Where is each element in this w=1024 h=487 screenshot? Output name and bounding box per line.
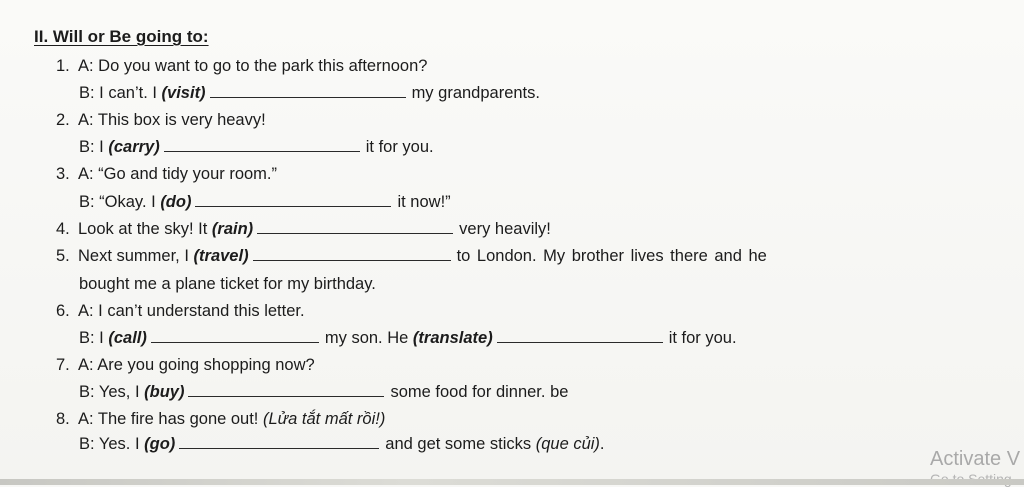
verb-hint: (travel) bbox=[193, 247, 249, 265]
item-5-continuation: bought me a plane ticket for my birthday. bbox=[79, 275, 376, 293]
item-number: 6. bbox=[56, 302, 70, 320]
verb-hint: (carry) bbox=[108, 138, 160, 156]
answer-blank[interactable] bbox=[257, 219, 453, 234]
answer-suffix: it for you. bbox=[668, 329, 737, 347]
item-number: 7. bbox=[56, 356, 70, 374]
item-text-after: to London. My brother lives there and he bbox=[456, 247, 767, 265]
answer-prefix: B: I can’t. I bbox=[79, 84, 157, 102]
item-text: A: I can’t understand this letter. bbox=[78, 302, 305, 320]
item-text: A: The fire has gone out! bbox=[78, 410, 259, 428]
item-4 bbox=[56, 219, 551, 239]
item-2-question bbox=[56, 110, 266, 130]
item-number: 5. bbox=[56, 247, 70, 265]
item-7-answer bbox=[79, 382, 568, 402]
item-text: Look at the sky! It bbox=[78, 220, 208, 238]
verb-hint: (buy) bbox=[144, 383, 185, 401]
answer-blank[interactable] bbox=[210, 83, 406, 98]
answer-suffix: some food for dinner. be bbox=[390, 383, 569, 401]
item-text: Next summer, I bbox=[78, 247, 189, 265]
item-1-answer bbox=[79, 83, 540, 103]
item-text: A: Do you want to go to the park this afternoon? bbox=[78, 57, 428, 75]
item-1-question bbox=[56, 56, 427, 76]
answer-prefix: B: I bbox=[79, 329, 104, 347]
item-8-question bbox=[56, 409, 385, 429]
item-number: 2. bbox=[56, 111, 70, 129]
verb-hint: (visit) bbox=[161, 84, 206, 102]
item-6-answer bbox=[79, 328, 737, 348]
item-6-question bbox=[56, 301, 305, 321]
answer-blank[interactable] bbox=[188, 382, 384, 397]
item-text: A: “Go and tidy your room.” bbox=[78, 165, 277, 183]
verb-hint: (call) bbox=[108, 329, 147, 347]
answer-suffix: it now!” bbox=[397, 193, 451, 211]
answer-suffix: it for you. bbox=[365, 138, 434, 156]
answer-suffix: and get some sticks bbox=[385, 435, 532, 453]
verb-hint: (do) bbox=[160, 193, 192, 211]
answer-blank[interactable] bbox=[151, 328, 319, 343]
page-bottom-edge bbox=[0, 479, 1024, 485]
activate-windows-watermark: Activate V bbox=[930, 448, 1021, 470]
answer-prefix: B: Yes, I bbox=[79, 383, 140, 401]
verb-hint: (rain) bbox=[211, 220, 254, 238]
answer-blank[interactable] bbox=[179, 434, 379, 449]
item-3-question bbox=[56, 164, 277, 184]
item-5 bbox=[56, 246, 767, 266]
section-title: II. Will or Be going to: bbox=[34, 27, 209, 46]
item-number: 1. bbox=[56, 57, 70, 75]
verb-hint-2: (translate) bbox=[412, 329, 493, 347]
answer-middle: my son. He bbox=[324, 329, 409, 347]
item-8-answer bbox=[79, 434, 605, 454]
answer-blank[interactable] bbox=[253, 246, 451, 261]
item-text: A: Are you going shopping now? bbox=[78, 356, 315, 374]
sentence-end: . bbox=[599, 435, 605, 453]
answer-blank[interactable] bbox=[164, 137, 360, 152]
verb-hint: (go) bbox=[144, 435, 176, 453]
answer-blank[interactable] bbox=[195, 192, 391, 207]
answer-suffix: my grandparents. bbox=[411, 84, 540, 102]
answer-prefix: B: Yes. I bbox=[79, 435, 140, 453]
item-text-after: very heavily! bbox=[459, 220, 551, 238]
item-text: A: This box is very heavy! bbox=[78, 111, 266, 129]
answer-prefix: B: I bbox=[79, 138, 104, 156]
item-7-question bbox=[56, 355, 315, 375]
translation-note: (que củi) bbox=[535, 435, 600, 453]
item-number: 3. bbox=[56, 165, 70, 183]
item-2-answer bbox=[79, 137, 434, 157]
translation-note: (Lửa tắt mất rồi!) bbox=[263, 410, 386, 428]
item-number: 4. bbox=[56, 220, 70, 238]
answer-blank-2[interactable] bbox=[497, 328, 663, 343]
item-3-answer bbox=[79, 192, 451, 212]
answer-prefix: B: “Okay. I bbox=[79, 193, 156, 211]
item-number: 8. bbox=[56, 410, 70, 428]
